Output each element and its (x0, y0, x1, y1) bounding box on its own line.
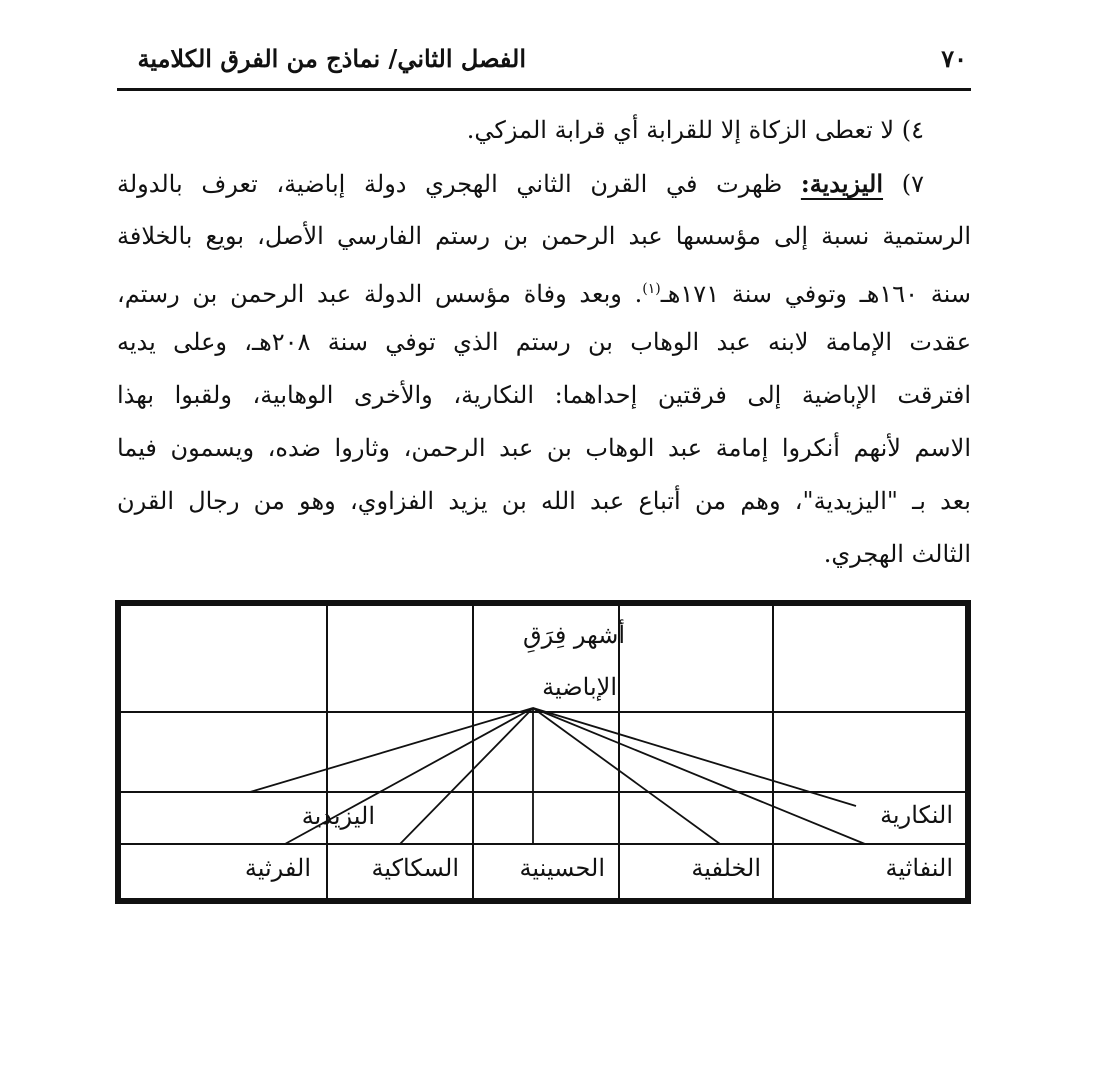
list-item-4 (117, 104, 971, 157)
item7-line-1 (117, 157, 971, 210)
sect-khalafiyya: الخلفية (691, 854, 761, 882)
connector-nafathiyya (533, 708, 865, 844)
item7-line1-rest: ظهرت في القرن الثاني الهجري دولة إباضية، تعرف بالدولة (117, 170, 801, 198)
sect-sakakiyya: السكاكية (371, 854, 459, 882)
item7-line-7: بعد بـ "اليزيدية"، وهم من أتباع عبد الله بن يزيد الفزاوي، وهو من رجال القرن (117, 487, 971, 515)
connector-khalafiyya (533, 708, 720, 844)
item7-line-3 (117, 263, 971, 316)
item7-line-8: الثالث الهجري. (823, 540, 971, 568)
page-header (117, 38, 971, 91)
item7-line-2: الرستمية نسبة إلى مؤسسها عبد الرحمن بن رستم الفارسي الأصل، بويع بالخلافة (117, 222, 971, 250)
item7-line-4: عقدت الإمامة لابنه عبد الوهاب بن رستم الذي توفي سنة ٢٠٨هـ، وعلى يديه (117, 328, 971, 356)
list-item-4-text: ٤) لا تعطى الزكاة إلا للقرابة أي قرابة المزكي. (466, 116, 924, 144)
item7-line-6: الاسم لأنهم أنكروا إمامة عبد الوهاب بن عبد الرحمن، وثاروا ضده، ويسمون فيما (117, 434, 971, 462)
sect-farthiyya: الفرثية (244, 854, 311, 882)
connector-yazidiyya (250, 708, 533, 792)
item7-line3-b: . وبعد وفاة مؤسس الدولة عبد الرحمن بن رستم، (117, 280, 643, 308)
page-number: ٧٠ (941, 44, 967, 73)
list-item-7 (117, 157, 971, 581)
sect-husayniyya: الحسينية (519, 854, 605, 882)
diagram-title-line1: أشهر فِرَقِ (522, 621, 625, 649)
sect-yazidiyya: اليزيدية (301, 802, 375, 830)
sect-nukkariyya: النكارية (880, 801, 953, 829)
chapter-title: الفصل الثاني/ نماذج من الفرق الكلامية (137, 44, 526, 73)
item7-line3-a: سنة ١٦٠هـ وتوفي سنة ١٧١هـ (660, 280, 971, 308)
sects-diagram (115, 600, 971, 904)
diagram-title-line2: الإباضية (542, 673, 617, 701)
item7-line-5: افترقت الإباضية إلى فرقتين إحداهما: النكارية، والأخرى الوهابية، ولقبوا بهذا (117, 381, 971, 409)
sect-nafathiyya: النفاثية (885, 854, 953, 882)
footnote-marker[interactable]: (١) (642, 281, 661, 297)
item7-number: ٧) (901, 170, 924, 198)
item7-term: اليزيدية: (800, 169, 884, 198)
